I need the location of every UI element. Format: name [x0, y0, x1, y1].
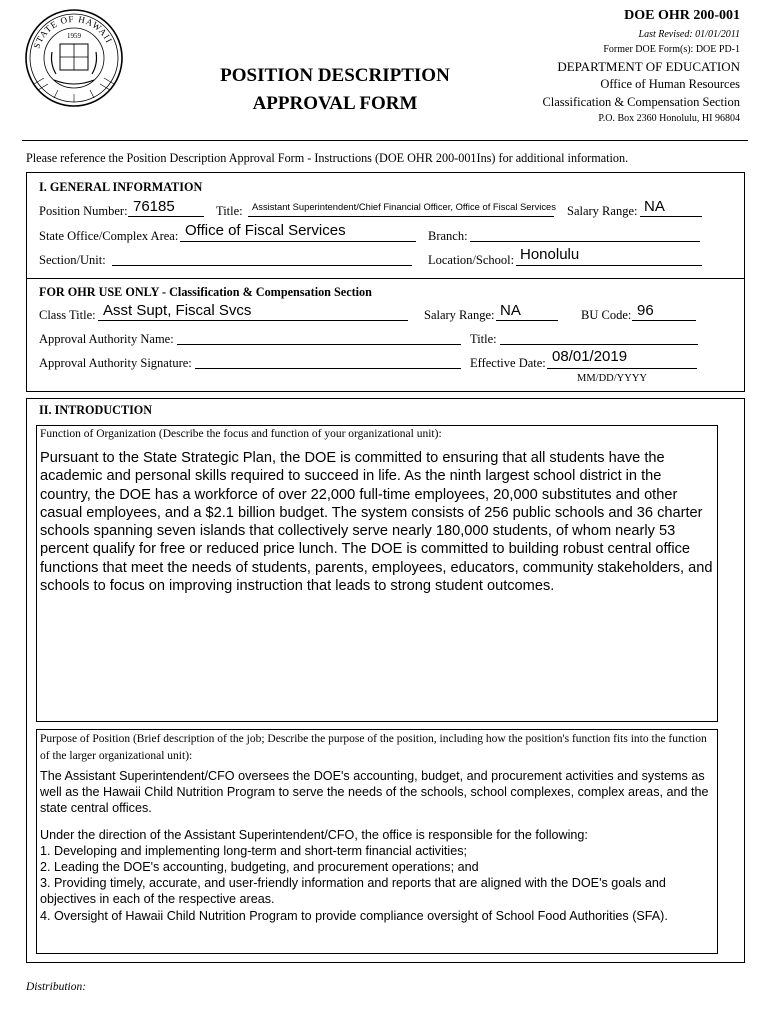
- location-value: Honolulu: [520, 246, 580, 263]
- section-unit-label: Section/Unit:: [39, 253, 106, 267]
- approval-signature-label: Approval Authority Signature:: [39, 356, 192, 370]
- approval-signature-field[interactable]: [195, 368, 461, 369]
- position-number-value: 76185: [133, 198, 175, 215]
- state-office-field[interactable]: [180, 241, 416, 242]
- effective-date-field[interactable]: [547, 368, 697, 369]
- approval-name-field[interactable]: [177, 344, 461, 345]
- section-divider: [26, 278, 745, 279]
- state-office-label: State Office/Complex Area:: [39, 229, 179, 243]
- form-title-line2: APPROVAL FORM: [252, 93, 418, 114]
- effective-date-value: 08/01/2019: [552, 348, 628, 365]
- purpose-item: 4. Oversight of Hawaii Child Nutrition Program to provide compliance oversight of School Food Authorities (SFA).: [40, 908, 668, 923]
- bu-code-value: 96: [637, 302, 654, 319]
- bu-code-label: BU Code:: [581, 308, 632, 322]
- purpose-intro: Under the direction of the Assistant Superintendent/CFO, the office is responsible for the following:: [40, 827, 588, 842]
- instructions-note: Please reference the Position Description Approval Form - Instructions (DOE OHR 200-001Ins) for additional information.: [26, 151, 629, 165]
- svg-text:1959: 1959: [67, 32, 81, 40]
- position-number-field[interactable]: [128, 216, 204, 217]
- salary-range-label: Salary Range:: [567, 204, 638, 218]
- ohr-salary-range-label: Salary Range:: [424, 308, 495, 322]
- section-name: Classification & Compensation Section: [542, 95, 740, 109]
- introduction-heading: II. INTRODUCTION: [39, 403, 153, 417]
- title-label: Title:: [216, 204, 243, 218]
- address: P.O. Box 2360 Honolulu, HI 96804: [598, 113, 740, 124]
- branch-label: Branch:: [428, 229, 468, 243]
- svg-text:STATE OF HAWAII: STATE OF HAWAII: [31, 13, 115, 50]
- form-title-line1: POSITION DESCRIPTION: [220, 65, 450, 86]
- ohr-salary-range-field[interactable]: [496, 320, 558, 321]
- form-number: DOE OHR 200-001: [624, 8, 740, 23]
- distribution-label: Distribution:: [26, 981, 87, 993]
- title-value: Assistant Superintendent/Chief Financial Officer, Office of Fiscal Services: [252, 201, 556, 212]
- salary-range-field[interactable]: [640, 216, 702, 217]
- ohr-title-field[interactable]: [500, 344, 698, 345]
- header-divider: [22, 140, 748, 141]
- seal-icon: [24, 8, 124, 108]
- date-format-hint: MM/DD/YYYY: [577, 373, 648, 384]
- purpose-text: [40, 768, 716, 924]
- purpose-label: Purpose of Position (Brief description of the job; Describe the purpose of the position, including how the position's function fits into the function of the larger organizational unit):: [40, 733, 707, 762]
- function-label: Function of Organization (Describe the focus and function of your organizational unit):: [40, 428, 442, 440]
- former-form: Former DOE Form(s): DOE PD-1: [603, 44, 740, 55]
- branch-field[interactable]: [470, 241, 700, 242]
- state-seal: [24, 8, 124, 108]
- state-office-value: Office of Fiscal Services: [185, 222, 346, 239]
- purpose-item: 1. Developing and implementing long-term and short-term financial activities;: [40, 843, 467, 858]
- ohr-title-label: Title:: [470, 332, 497, 346]
- ohr-salary-range-value: NA: [500, 302, 521, 319]
- general-heading: I. GENERAL INFORMATION: [39, 180, 203, 194]
- position-number-label: Position Number:: [39, 204, 128, 218]
- salary-range-value: NA: [644, 198, 665, 215]
- purpose-item: 3. Providing timely, accurate, and user-friendly information and reports that are aligned with the DOE's goals and objectives in each of the respective areas.: [40, 876, 666, 907]
- title-field[interactable]: [248, 216, 554, 217]
- class-title-label: Class Title:: [39, 308, 96, 322]
- ohr-heading: FOR OHR USE ONLY - Classification & Compensation Section: [39, 285, 372, 299]
- effective-date-label: Effective Date:: [470, 356, 546, 370]
- form-title: [200, 62, 470, 118]
- class-title-value: Asst Supt, Fiscal Svcs: [103, 302, 252, 319]
- purpose-item: 2. Leading the DOE's accounting, budgeting, and procurement operations; and: [40, 860, 479, 875]
- last-revised: Last Revised: 01/01/2011: [638, 29, 740, 40]
- location-field[interactable]: [516, 265, 702, 266]
- bu-code-field[interactable]: [632, 320, 696, 321]
- purpose-paragraph: The Assistant Superintendent/CFO oversees the DOE's accounting, budget, and procurement activities and systems as well as the Hawaii Child Nutrition Program to serve the needs of the schools, school complexes, complex areas, and the state central offices.: [40, 769, 709, 816]
- department-name: DEPARTMENT OF EDUCATION: [557, 59, 740, 74]
- function-text: Pursuant to the State Strategic Plan, the DOE is committed to ensuring that all students have the academic and personal skills required to succeed in life. As the ninth largest school district in the country, the DOE has a workforce of over 22,000 full-time employees, 20,000 substitutes and other casual employees, and a $2.1 billion budget. The system consists of 256 public schools and 36 charter schools spanning seven islands that collectively serve nearly 180,000 students, of whom nearly 53 percent qualify for free or reduced price lunch. The DOE is committed to building robust central office functions that meet the needs of students, parents, employees, educators, community stakeholders, and schools to focus on improving instruction that leads to strong student outcomes.: [40, 450, 713, 595]
- approval-name-label: Approval Authority Name:: [39, 332, 174, 346]
- office-name: Office of Human Resources: [600, 77, 740, 91]
- location-label: Location/School:: [428, 253, 515, 267]
- section-unit-field[interactable]: [112, 265, 412, 266]
- class-title-field[interactable]: [98, 320, 408, 321]
